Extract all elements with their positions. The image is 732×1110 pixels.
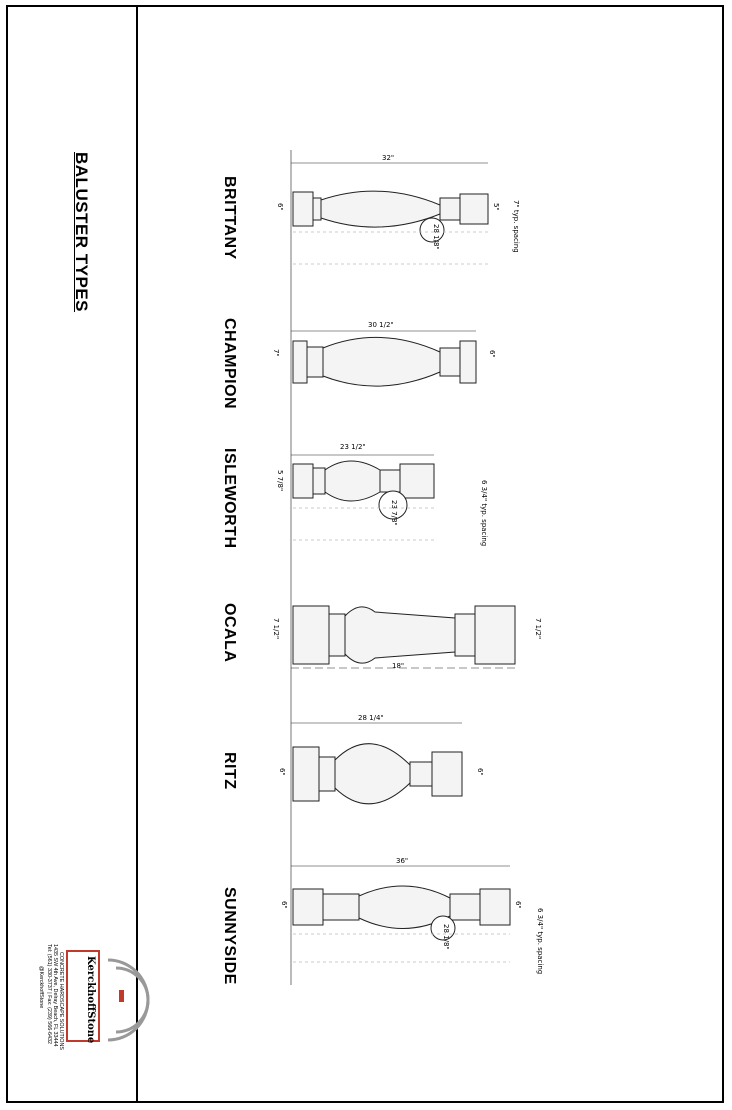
dim-length-brittany: 32" <box>382 154 395 162</box>
baluster-name-ritz: RITZ <box>221 752 238 790</box>
logo-mark <box>119 990 124 1002</box>
dim-circle-brittany: 28 1/8" <box>432 224 440 250</box>
baluster-isleworth <box>291 455 434 519</box>
company-tagline: CONCRETE HARDSCAPE SOLUTIONS <box>58 952 64 1050</box>
baluster-champion <box>291 331 476 386</box>
baluster-ocala <box>291 606 515 668</box>
dim-spacing-sunnyside: 6 3/4" typ. spacing <box>536 908 544 975</box>
dim-length-isleworth: 23 1/2" <box>340 443 366 451</box>
sheet-title: BALUSTER TYPES <box>72 152 91 313</box>
dim-end2-champion: 6" <box>488 350 496 358</box>
baluster-name-brittany: BRITTANY <box>221 176 238 260</box>
baluster-brittany <box>291 163 488 242</box>
dim-end-isleworth: 5 7/8" <box>276 470 284 492</box>
dim-end2-ocala: 7 1/2" <box>534 618 542 640</box>
dim-bottom-ocala: 18" <box>392 662 405 670</box>
dim-circle-isleworth: 23 7/8" <box>390 500 398 526</box>
dim-end-champion: 7" <box>272 349 280 357</box>
dim-end-ocala: 7 1/2" <box>272 618 280 640</box>
dim-end2-ritz: 6" <box>476 768 484 776</box>
logo-arcs-icon <box>108 960 148 1040</box>
dim-length-champion: 30 1/2" <box>368 321 394 329</box>
dim-end2-sunnyside: 6" <box>514 901 522 909</box>
company-phone: Tel: (561) 330-3737 | Fax: (239) 566-6432 <box>46 944 52 1044</box>
dim-spacing-isleworth: 6 3/4" typ. spacing <box>480 480 488 547</box>
dim-end-brittany: 6" <box>276 203 284 211</box>
dim-end-ritz: 6" <box>278 768 286 776</box>
dim-end2-brittany: 5" <box>492 203 500 211</box>
baluster-name-isleworth: ISLEWORTH <box>221 448 238 549</box>
company-social: @KerckhoffStone <box>38 966 44 1009</box>
company-address: 1435 SW 4th Ave, Delray Beach, FL 33444 <box>52 944 58 1047</box>
dim-spacing-brittany: 7" typ. spacing <box>512 200 520 253</box>
baluster-name-champion: CHAMPION <box>221 318 238 410</box>
baluster-ritz <box>291 723 462 804</box>
dim-circle-sunnyside: 28 1/8" <box>442 924 450 950</box>
dim-end-sunnyside: 6" <box>280 901 288 909</box>
baluster-name-sunnyside: SUNNYSIDE <box>221 887 238 985</box>
baluster-sunnyside <box>291 866 510 940</box>
dim-length-sunnyside: 36" <box>396 857 409 865</box>
dim-length-ritz: 28 1/4" <box>358 714 384 722</box>
company-name: KerckhoffStone <box>85 956 96 1044</box>
baluster-name-ocala: OCALA <box>221 603 238 663</box>
